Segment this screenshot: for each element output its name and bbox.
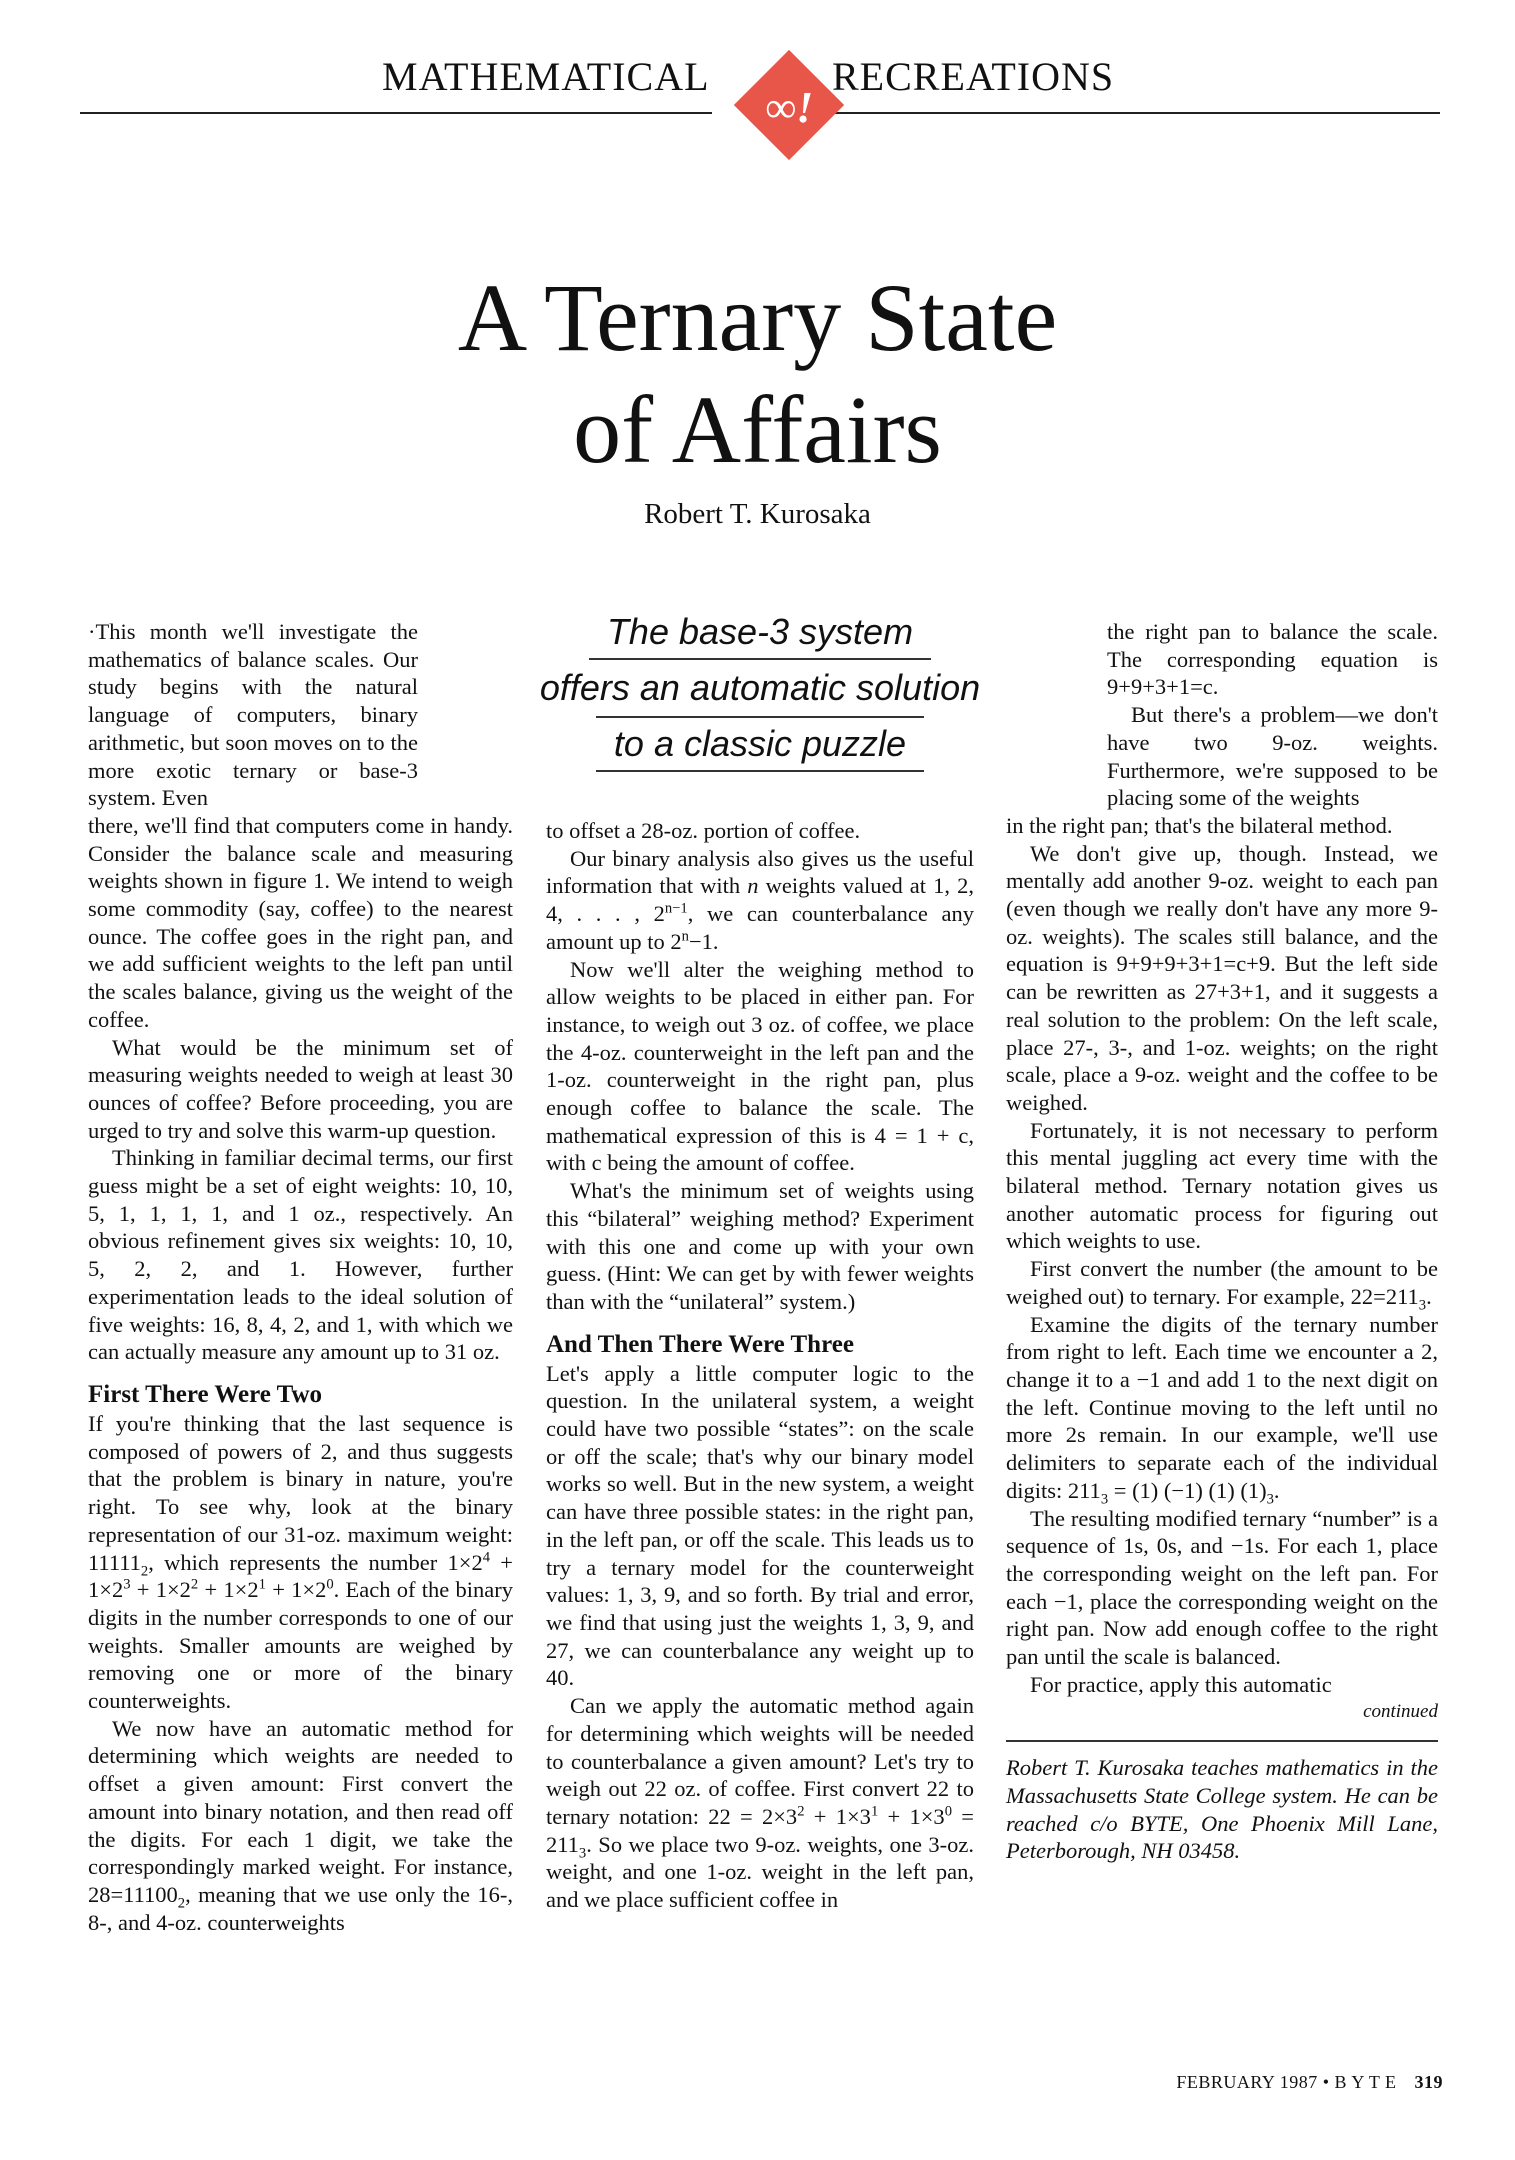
paragraph: Can we apply the automatic method again for determining which weights will be needed to counterbalance a given amount? Let's try to weigh out 22 oz. of coffee. First convert 22 to ternary notation: $22 = 2\times 3^2 + 1\times 3^1 + 1\times 3^0 = 211_3$. So we place two 9-oz. weights, one 3-oz. weight, and one 1-oz. weight in the left pan, and we place sufficient coffee in [546,1693,974,1913]
paragraph: to offset a 28-oz. portion of coffee. [546,818,861,843]
paragraph: The resulting modified ternary “number” is a sequence of 1s, 0s, and −1s. For each 1, place the corresponding weight on the left pan. For each −1, place the corresponding weight on the right pan. Now add enough coffee to the right pan until the scale is balanced. [1006,1505,1438,1670]
paragraph: in the right pan; that's the bilateral method. [1006,812,1393,838]
section-heading: First There Were Two [88,1380,323,1408]
header-rule-right [825,112,1440,114]
paragraph: Let's apply a little computer logic to the question. In the unilateral system, a weight could have two possible “states”: on the scale or off the scale; that's why our binary model works so well. But in the new system, a weight can have three possible states: in the right pan, in the left pan, or off the scale. This leads us to try a ternary model for the counterweight values: 1, 3, 9, and so forth. By trial and error, we find that using just the weights 1, 3, 9, and 27, we can counterbalance any weight up to 40. [546,1360,974,1691]
header-rule-left [80,112,712,114]
paragraph: But there's a problem—we don't have two 9-oz. weights. Furthermore, we're supposed to be placing some of the weights [1107,702,1438,811]
paragraph: Our binary analysis also gives us the useful information that with n weights valued at 1, 2, 4, . . . , $2^{n-1}$, we can counterbalance any amount up to $2^n-1$. [546,845,974,954]
column-3 [1006,618,1438,1865]
paragraph: Now we'll alter the weighing method to allow weights to be placed in either pan. For instance, to weigh out 3 oz. of coffee, we place the 4-oz. counterweight in the left pan and the 1-oz. counterweight in the right pan, plus enough coffee to balance the scale. The mathematical expression of this is 4 = 1 + c, with c being the amount of coffee. [546,956,974,1176]
pull-quote [515,604,1005,772]
paragraph: We don't give up, though. Instead, we mentally add another 9-oz. weight to each pan (even though we really don't have any more 9-oz. weights). The scales still balance, and the equation is 9+9+9+3+1=c+9. But the left side can be rewritten as 27+3+1, and it suggests a real solution to the problem: On the left scale, place 27-, 3-, and 1-oz. weights; on the right scale, place a 9-oz. weight and the coffee to be weighed. [1006,840,1438,1115]
paragraph: We now have an automatic method for determining which weights are needed to offset a given amount: First convert the amount into binary notation, and then read off the digits. For each 1 digit, we take the correspondingly marked weight. For instance, $28=11100_2$, meaning that we use only the 16-, 8-, and 4-oz. counterweights [88,1715,513,1935]
author-byline: Robert T. Kurosaka [644,498,871,530]
paragraph: ·This month we'll investigate the mathematics of balance scales. Our study begins with the natural language of computers, binary arithmetic, but soon moves on to the more exotic ternary or base-3 system. Even [88,619,418,811]
paragraph: Thinking in familiar decimal terms, our first guess might be a set of eight weights: 10, 10, 5, 1, 1, 1, 1, and 1 oz., respectively. An obvious refinement gives six weights: 10, 10, 5, 2, 2, and 1. However, further experimentation leads to the ideal solution of five weights: 16, 8, 4, 2, and 1, with which we can actually measure any amount up to 31 oz. [88,1145,513,1365]
pull-quote-line-1: The base-3 system [589,606,931,660]
header-left-word: MATHEMATICAL [382,54,710,99]
section-header [80,50,1440,150]
section-heading: And Then There Were Three [546,1330,854,1358]
paragraph: there, we'll find that computers come in handy. Consider the balance scale and measuring weights shown in figure 1. We intend to weigh some commodity (say, coffee) to the nearest ounce. The coffee goes in the right pan, and we add sufficient weights to the left pan until the scales balance, giving us the weight of the coffee. [88,812,513,1032]
paragraph: What's the minimum set of weights using this “bilateral” weighing method? Experiment with this one and come up with your own guess. (Hint: We can get by with fewer weights than with the “unilateral” system.) [546,1178,974,1314]
footer-issue: FEBRUARY 1987 • B Y T E [1176,2072,1397,2092]
pull-quote-line-3: to a classic puzzle [596,716,924,772]
paragraph: What would be the minimum set of measuring weights needed to weigh at least 30 ounces of coffee? Before proceeding, you are urged to try and solve this warm-up question. [88,1034,513,1143]
paragraph: Examine the digits of the ternary number from right to left. Each time we encounter a 2, change it to a −1 and add 1 to the next digit on the left. Continue moving to the left until no more 2s remain. In our example, we'll use delimiters to separate each of the individual digits: $211_3 = (1)$ (−1) (1) $(1)_3$. [1006,1311,1438,1508]
paragraph: First convert the number (the amount to be weighed out) to ternary. For example, $22=211_3$. [1006,1256,1438,1314]
pull-quote-line-2: offers an automatic solution [539,667,981,708]
bio-divider [1006,1740,1438,1742]
paragraph: If you're thinking that the last sequence is composed of powers of 2, and thus suggests that the problem is binary in nature, you're right. To see why, look at the binary representation of our 31-oz. maximum weight: $11111_2$, which represents the number $1\times 2^4 + 1\times 2^3 + 1\times 2^2 + 1\times 2^1 + 1\times 2^0$. Each of the binary digits in the number corresponds to one of our weights. Smaller amounts are weighed by removing one or more of the binary counterweights. [88,1410,513,1714]
title-line-1: A Ternary State [457,264,1058,371]
continued-label: continued [1363,1701,1438,1723]
header-right-word: RECREATIONS [832,54,1115,99]
author-bio: Robert T. Kurosaka teaches mathematics in the Massachusetts State College system. He can be reached c/o BYTE, One Phoenix Mill Lane, Peterborough, NH 03458. [1006,1755,1438,1864]
paragraph: the right pan to balance the scale. The corresponding equation is 9+9+3+1=c. [1107,619,1438,700]
page-number: 319 [1414,2072,1443,2092]
title-line-2: of Affairs [573,376,942,483]
recreations-logo [724,40,854,170]
paragraph: Fortunately, it is not necessary to perform this mental juggling act every time with the bilateral method. Ternary notation gives us another automatic process for figuring out which weights to use. [1006,1117,1438,1254]
logo-glyph: ∞! [764,83,814,132]
column-1 [88,618,513,1936]
column-2 [546,817,974,1914]
paragraph: For practice, apply this automatic [1030,1671,1332,1697]
page-footer [1176,2072,1443,2093]
